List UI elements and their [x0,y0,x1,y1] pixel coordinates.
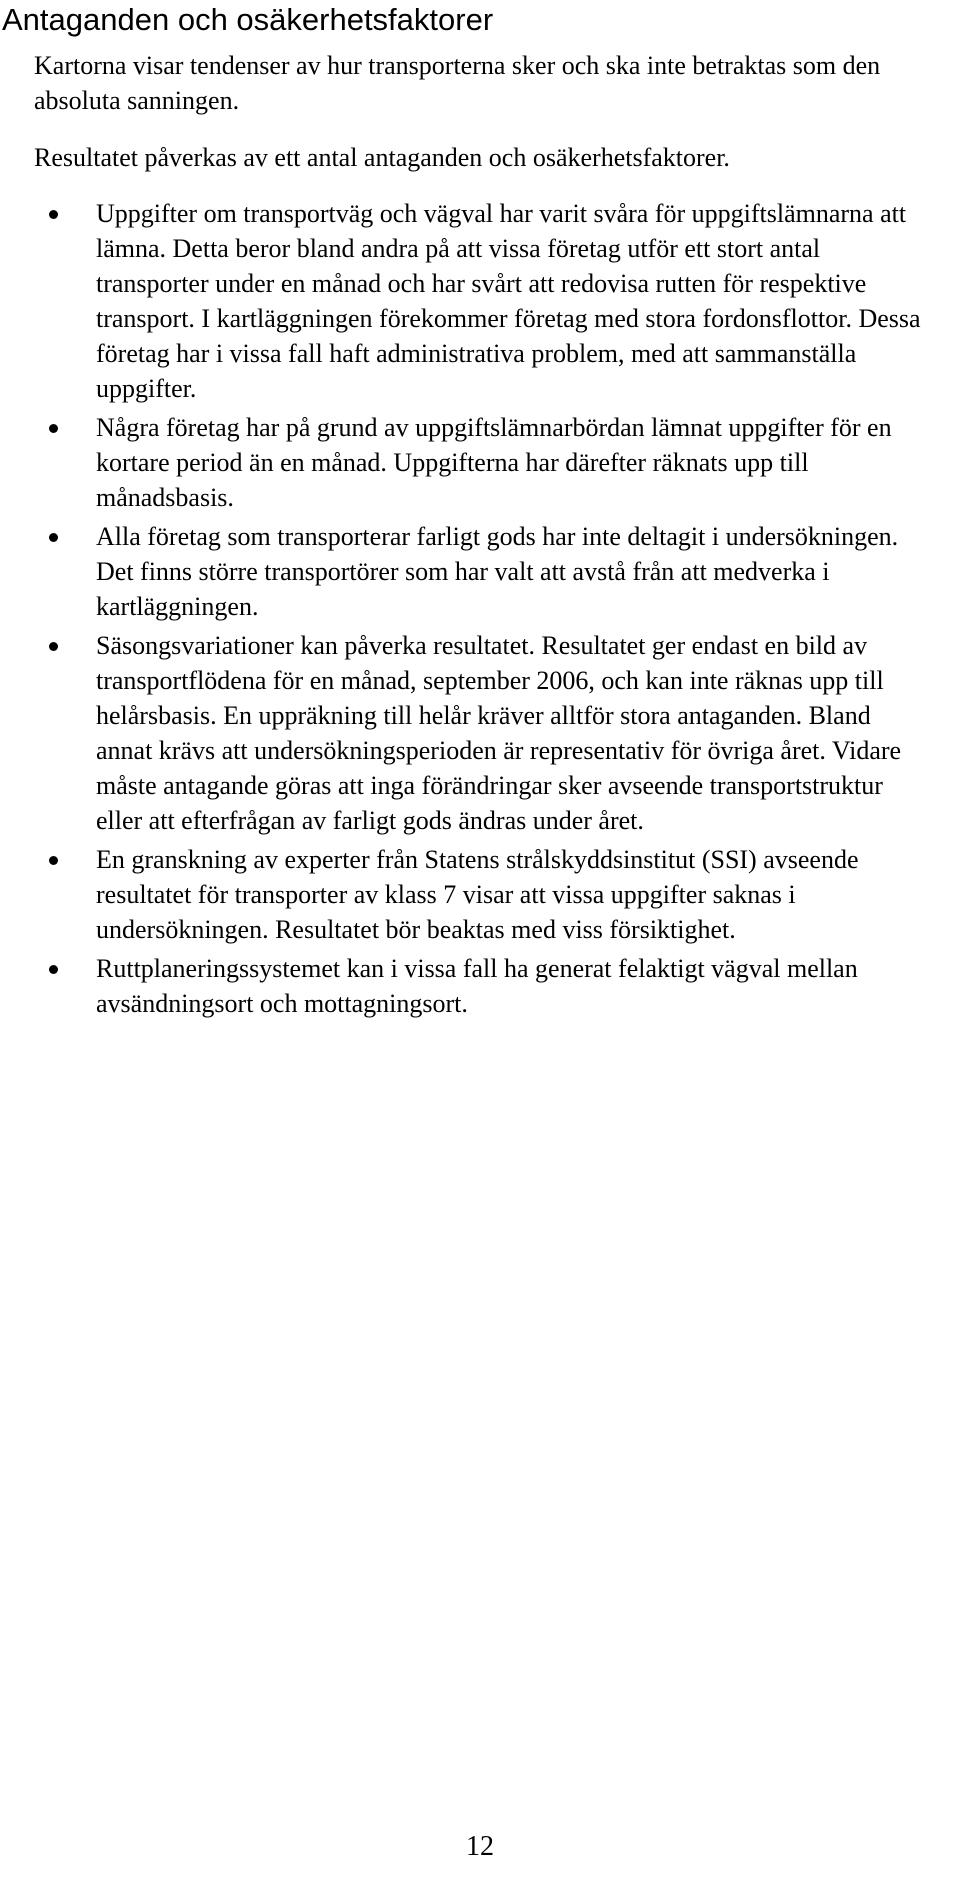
intro-paragraph: Kartorna visar tendenser av hur transporterna sker och ska inte betraktas som den absoluta sanningen. [34,51,881,115]
list-item [0,842,931,947]
list-item-text: Uppgifter om transportväg och vägval har varit svåra för uppgiftslämnarna att lämna. Detta beror bland andra på att vissa företag utför ett stort antal transporter under en månad och har svårt att redovisa rutten för respektive transport. I kartläggningen förekommer företag med stora fordonsflottor. Dessa företag har i vissa fall haft administrativa problem, med att sammanställa uppgifter. [96,199,921,403]
section-heading: Antaganden och osäkerhetsfaktorer [2,2,494,37]
bullet-icon [49,424,58,433]
list-item-text: Säsongsvariationer kan påverka resultatet. Resultatet ger endast en bild av transportflödena för en månad, september 2006, och kan inte räknas upp till helårsbasis. En uppräkning till helår kräver alltför stora antaganden. Bland annat krävs att undersökningsperioden är representativ för övriga året. Vidare måste antagande göras att inga förändringar sker avseende transportstruktur eller att efterfrågan av farligt gods ändras under året. [96,631,902,835]
lead-paragraph: Resultatet påverkas av ett antal antaganden och osäkerhetsfaktorer. [34,143,730,172]
list-item-text: Ruttplaneringssystemet kan i vissa fall ha generat felaktigt vägval mellan avsändningsort och mottagningsort. [96,954,858,1018]
list-item-text: Alla företag som transporterar farligt gods har inte deltagit i undersökningen. Det finns större transportörer som har valt att avstå från att medverka i kartläggningen. [96,522,899,621]
list-item [0,519,931,624]
list-item [0,196,931,406]
bullet-icon [49,533,58,542]
list-item-text: Några företag har på grund av uppgiftslämnarbördan lämnat uppgifter för en kortare period än en månad. Uppgifterna har därefter räknats upp till månadsbasis. [96,413,892,512]
list-item [0,951,931,1021]
bullet-icon [49,965,58,974]
list-item [0,410,931,515]
uncertainty-list [0,196,960,1025]
list-item [0,628,931,838]
bullet-icon [49,856,58,865]
bullet-icon [49,642,58,651]
page-number: 12 [466,1831,494,1862]
bullet-icon [49,210,58,219]
list-item-text: En granskning av experter från Statens strålskyddsinstitut (SSI) avseende resultatet för transporter av klass 7 visar att vissa uppgifter saknas i undersökningen. Resultatet bör beaktas med viss försiktighet. [96,845,859,944]
